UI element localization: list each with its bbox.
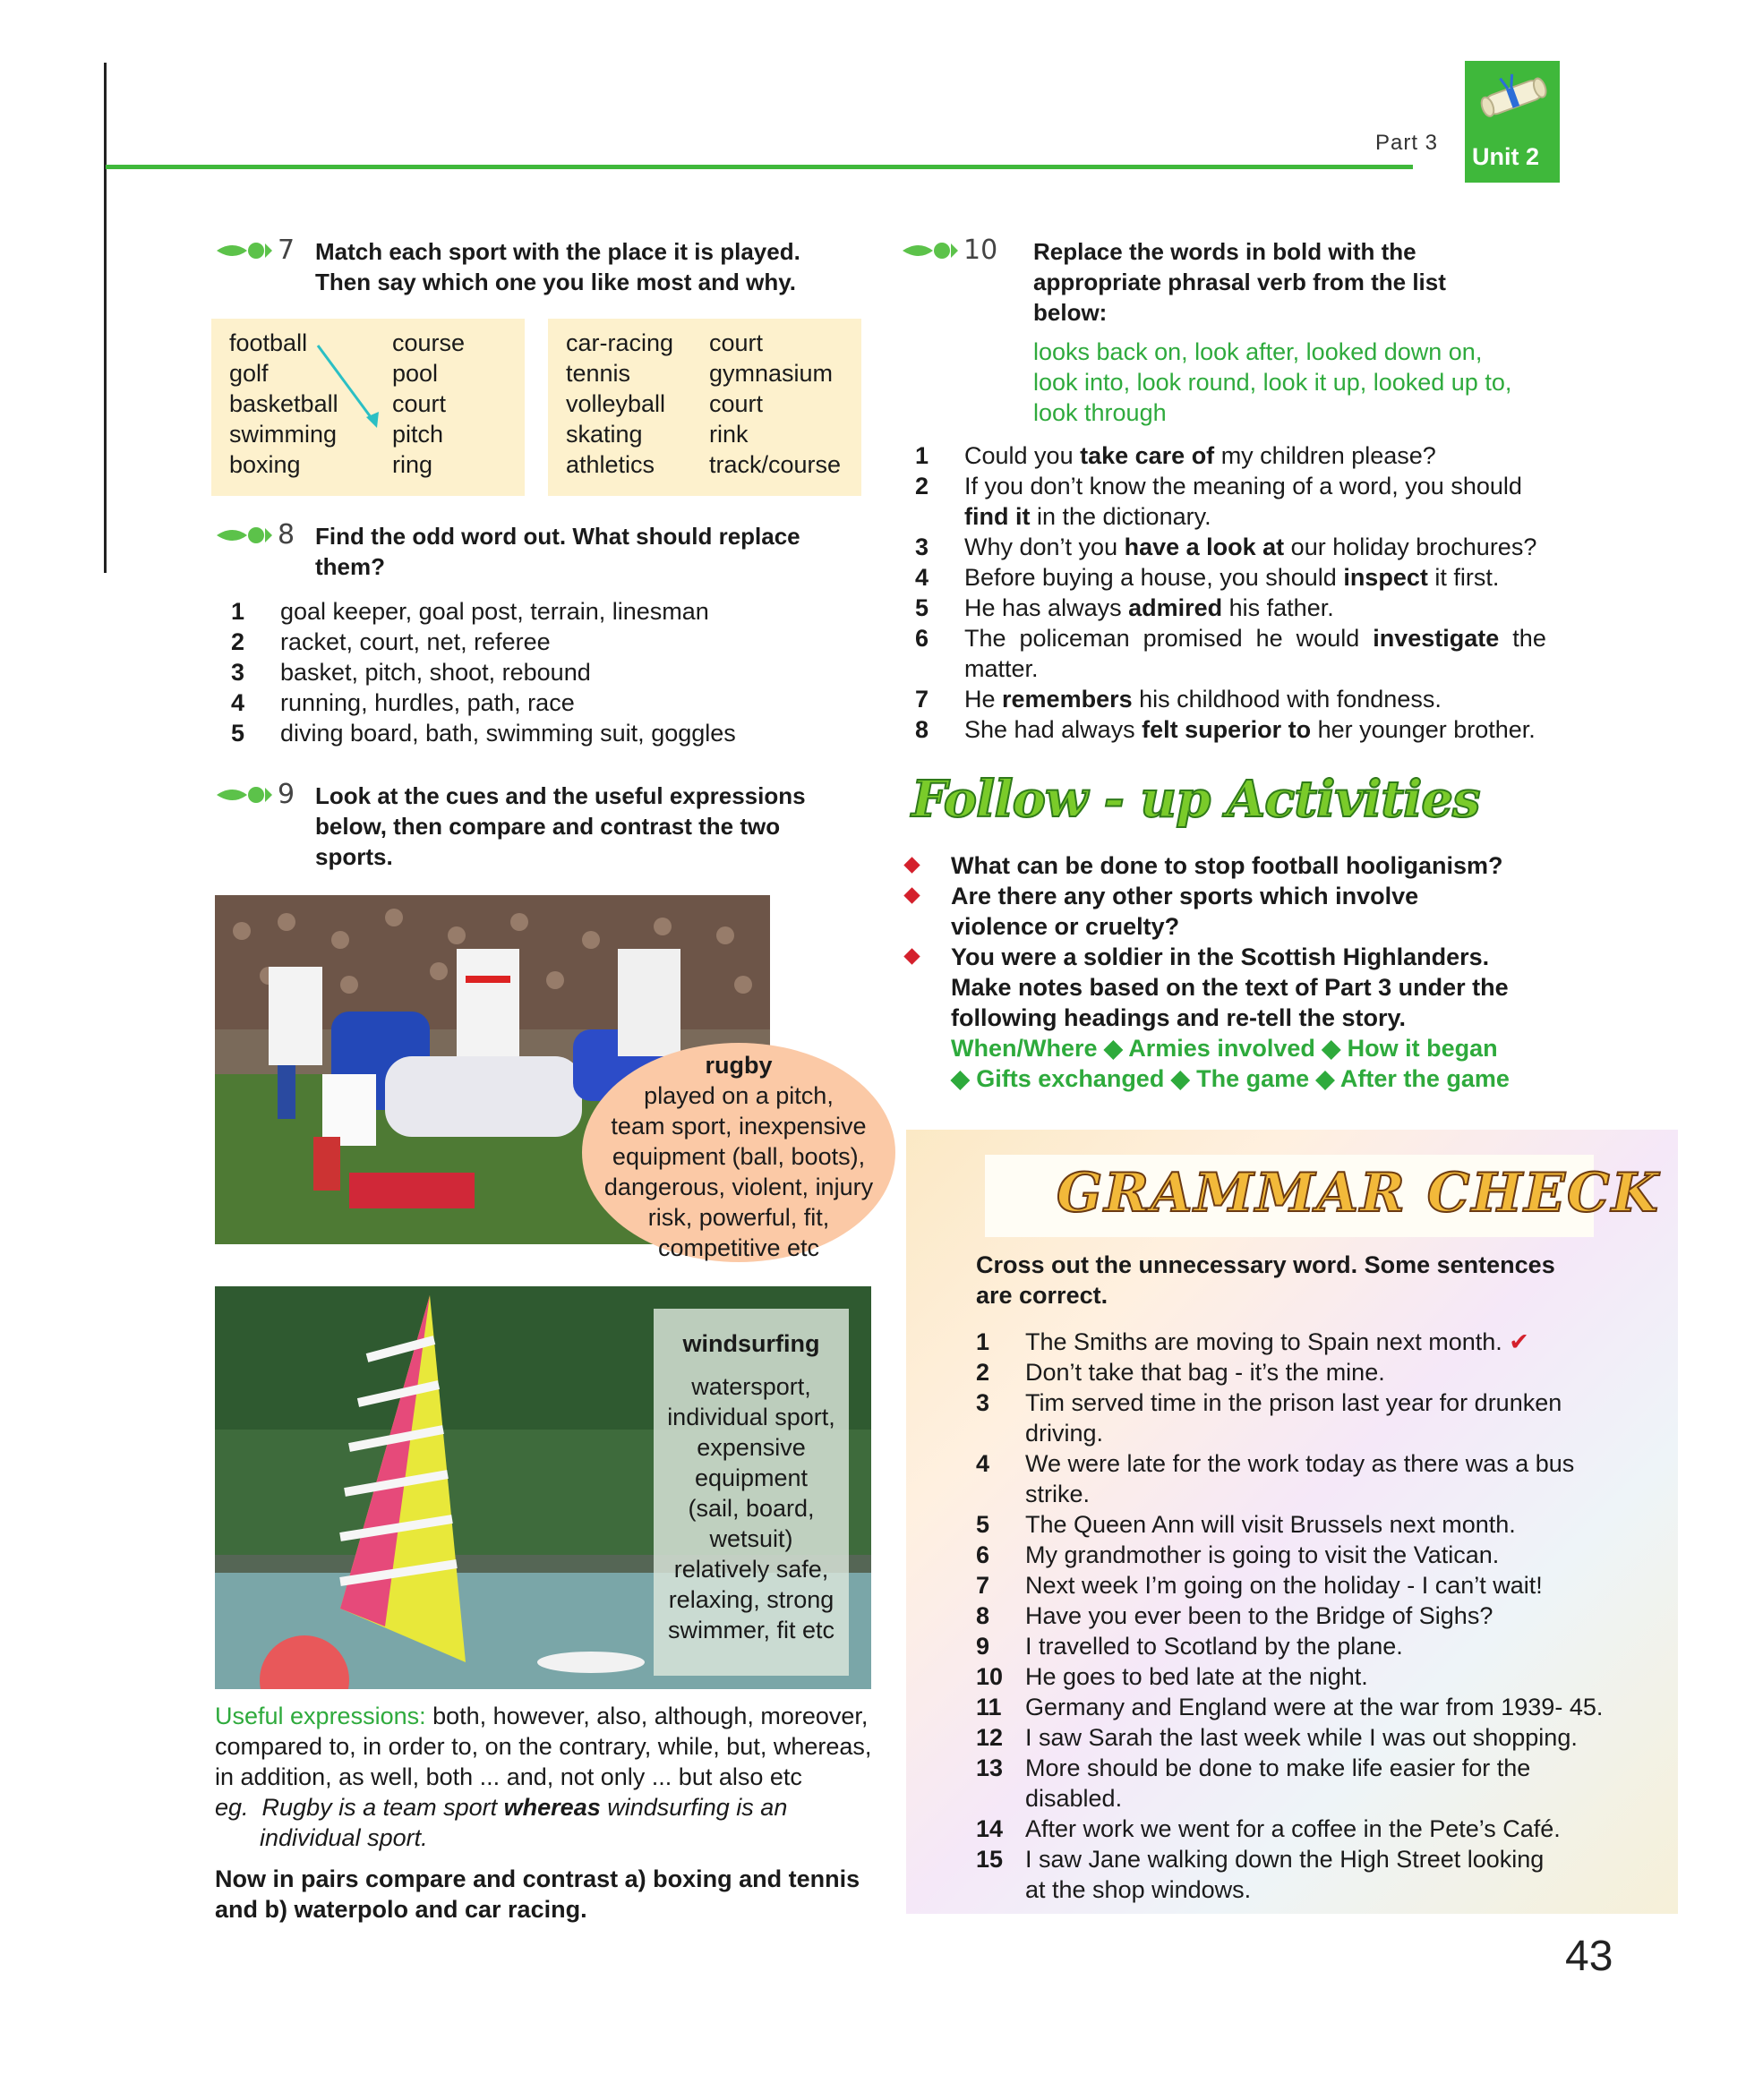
list-item: 1 goal keeper, goal post, terrain, linesman: [231, 598, 709, 625]
cue-line: equipment: [694, 1464, 809, 1491]
phrasal-verb-list: looks back on, look after, looked down on,: [1033, 338, 1483, 365]
list-item: 7 Next week I’m going on the holiday - I can’t wait!: [976, 1572, 1543, 1599]
cue-line: relatively safe,: [673, 1556, 829, 1583]
check-icon: ✔: [1509, 1328, 1529, 1355]
exercise-instruction: them?: [315, 553, 385, 580]
match-table-left: [211, 319, 525, 496]
header-rule: [106, 165, 1413, 169]
list-item: disabled.: [1025, 1785, 1123, 1812]
example-sentence: eg. Rugby is a team sport whereas windsurfing is an: [215, 1794, 788, 1821]
exercise-marker-icon: [215, 523, 274, 548]
list-item: 2 racket, court, net, referee: [231, 628, 551, 655]
list-item: 3 basket, pitch, shoot, rebound: [231, 659, 591, 686]
list-item: 11 Germany and England were at the war from 1939- 45.: [976, 1694, 1604, 1720]
sport-item: swimming: [229, 421, 338, 448]
followup-title: Follow - up Activities: [911, 770, 1480, 829]
list-item: 3 Tim served time in the prison last year for drunken: [976, 1389, 1562, 1416]
list-item: 2 If you don’t know the meaning of a word, you should: [915, 473, 1522, 499]
list-item: 12 I saw Sarah the last week while I was out shopping.: [976, 1724, 1578, 1751]
match-arrow-icon: [314, 342, 386, 431]
place-item: course: [392, 329, 466, 356]
list-item: 6 My grandmother is going to visit the Vatican.: [976, 1541, 1500, 1568]
grammar-instruction: are correct.: [976, 1282, 1108, 1309]
sport-item: skating: [566, 421, 643, 448]
phrasal-verb-list: look through: [1033, 399, 1167, 426]
list-item: at the shop windows.: [1025, 1876, 1252, 1903]
cue-line: swimmer, fit etc: [667, 1617, 835, 1643]
followup-question: following headings and re-tell the story.: [951, 1004, 1407, 1031]
exercise-instruction: Find the odd word out. What should replace: [315, 523, 800, 550]
windsurfing-cue-panel: [654, 1309, 849, 1676]
exercise-number: 8: [278, 519, 295, 551]
list-item: 13 More should be done to make life easier for the: [976, 1754, 1531, 1781]
list-item: find it in the dictionary.: [964, 503, 1211, 530]
bullet-icon: [903, 948, 920, 964]
followup-question: Make notes based on the text of Part 3 under the: [951, 974, 1509, 1001]
cue-line: played on a pitch,: [644, 1082, 834, 1109]
list-item: 5 diving board, bath, swimming suit, goggles: [231, 720, 736, 747]
list-item: 2 Don’t take that bag - it’s the mine.: [976, 1359, 1385, 1386]
list-item: 6 The policeman promised he would investigate the: [915, 625, 1546, 652]
sport-item: volleyball: [566, 390, 666, 417]
list-item: 4 Before buying a house, you should inspect it first.: [915, 564, 1500, 591]
list-item: driving.: [1025, 1420, 1104, 1447]
grammar-sentence-list: [976, 1327, 1656, 1905]
exercise-instruction: Replace the words in bold with the: [1033, 238, 1416, 265]
cue-line: competitive etc: [657, 1234, 820, 1261]
page-number: 43: [1565, 1933, 1613, 1980]
exercise-instruction: Look at the cues and the useful expressions: [315, 782, 806, 809]
list-item: 14 After work we went for a coffee in the Pete’s Café.: [976, 1815, 1561, 1842]
sport-item: car-racing: [566, 329, 674, 356]
list-item: 9 I travelled to Scotland by the plane.: [976, 1633, 1403, 1660]
cue-line: watersport,: [691, 1373, 811, 1400]
exercise-instruction: below:: [1033, 299, 1108, 326]
list-item: 1 Could you take care of my children please?: [915, 442, 1436, 469]
place-item: pool: [392, 360, 439, 387]
list-item: 8 Have you ever been to the Bridge of Sighs?: [976, 1602, 1493, 1629]
place-item: court: [392, 390, 447, 417]
followup-question: Are there any other sports which involve: [951, 883, 1419, 909]
pairs-instruction: Now in pairs compare and contrast a) boxing and tennis: [215, 1865, 860, 1892]
cue-line: risk, powerful, fit,: [647, 1204, 830, 1231]
rugby-title: rugby: [705, 1052, 773, 1079]
place-item: gymnasium: [709, 360, 834, 387]
cue-line: equipment (ball, boots),: [612, 1143, 866, 1170]
scroll-icon: [1468, 63, 1558, 134]
sport-item: football: [229, 329, 308, 356]
list-item: 5 The Queen Ann will visit Brussels next month.: [976, 1511, 1516, 1538]
list-item: strike.: [1025, 1481, 1091, 1507]
cue-line: team sport, inexpensive: [611, 1113, 867, 1140]
grammar-title: GRAMMAR CHECK: [1057, 1162, 1660, 1225]
cue-line: relaxing, strong: [668, 1586, 834, 1613]
bullet-icon: [903, 887, 920, 903]
place-item: pitch: [392, 421, 444, 448]
list-item: 4 running, hurdles, path, race: [231, 689, 575, 716]
margin-rule: [104, 63, 107, 573]
cue-line: dangerous, violent, injury: [603, 1174, 874, 1200]
unit-label: Unit 2: [1472, 143, 1540, 170]
exercise-number: 10: [963, 235, 998, 266]
example-sentence-cont: individual sport.: [260, 1824, 428, 1851]
cue-line: expensive: [697, 1434, 806, 1461]
exercise-marker-icon: [901, 238, 960, 263]
rugby-cue-bubble: [582, 1043, 895, 1262]
list-item: 3 Why don’t you have a look at our holiday brochures?: [915, 534, 1537, 560]
list-item: 1 The Smiths are moving to Spain next month. ✔: [976, 1328, 1529, 1355]
bullet-icon: [903, 857, 920, 873]
match-table-right: [548, 319, 861, 496]
list-item: 10 He goes to bed late at the night.: [976, 1663, 1368, 1690]
windsurfing-title: windsurfing: [682, 1330, 820, 1357]
exercise-instruction: below, then compare and contrast the two: [315, 813, 781, 840]
sport-item: basketball: [229, 390, 338, 417]
place-item: rink: [709, 421, 749, 448]
list-item: 8 She had always felt superior to her younger brother.: [915, 716, 1536, 743]
place-item: ring: [392, 451, 433, 478]
cue-line: wetsuit): [709, 1525, 793, 1552]
exercise-instruction: Match each sport with the place it is played.: [315, 238, 800, 265]
list-item: 4 We were late for the work today as there was a bus: [976, 1450, 1575, 1477]
odd-word-list: [231, 596, 876, 748]
list-item: 7 He remembers his childhood with fondness.: [915, 686, 1442, 713]
exercise-number: 9: [278, 779, 295, 810]
place-item: track/course: [709, 451, 842, 478]
cue-line: individual sport,: [667, 1404, 835, 1430]
exercise-number: 7: [278, 235, 295, 266]
list-item: matter.: [964, 655, 1039, 682]
pairs-instruction: and b) waterpolo and car racing.: [215, 1896, 587, 1923]
useful-expressions-line: in addition, as well, both ... and, not only ... but also etc: [215, 1763, 802, 1790]
list-item: 15 I saw Jane walking down the High Street looking: [976, 1846, 1545, 1873]
phrasal-verb-list: look into, look round, look it up, looked up to,: [1033, 369, 1512, 396]
phrasal-sentence-list: [915, 440, 1569, 745]
exercise-marker-icon: [215, 782, 274, 807]
sport-item: tennis: [566, 360, 631, 387]
exercise-instruction: appropriate phrasal verb from the list: [1033, 269, 1446, 295]
exercise-instruction: Then say which one you like most and why.: [315, 269, 796, 295]
followup-question: What can be done to stop football hooliganism?: [951, 852, 1503, 879]
followup-question: violence or cruelty?: [951, 913, 1180, 940]
useful-expressions: Useful expressions: both, however, also, although, moreover,: [215, 1703, 869, 1729]
useful-expressions-line: compared to, in order to, on the contrary, while, but, whereas,: [215, 1733, 872, 1760]
sport-item: boxing: [229, 451, 301, 478]
place-item: court: [709, 329, 764, 356]
grammar-instruction: Cross out the unnecessary word. Some sentences: [976, 1251, 1555, 1278]
followup-headings: When/Where ◆ Armies involved ◆ How it began: [951, 1035, 1498, 1062]
sport-item: athletics: [566, 451, 655, 478]
list-item: 5 He has always admired his father.: [915, 594, 1334, 621]
followup-question: You were a soldier in the Scottish Highlanders.: [951, 943, 1490, 970]
exercise-marker-icon: [215, 238, 274, 263]
exercise-instruction: sports.: [315, 843, 393, 870]
followup-headings: ◆ Gifts exchanged ◆ The game ◆ After the game: [951, 1065, 1510, 1092]
sport-item: golf: [229, 360, 269, 387]
part-label: Part 3: [1375, 131, 1439, 155]
cue-line: (sail, board,: [688, 1495, 815, 1522]
useful-label: Useful expressions:: [215, 1703, 426, 1729]
place-item: court: [709, 390, 764, 417]
